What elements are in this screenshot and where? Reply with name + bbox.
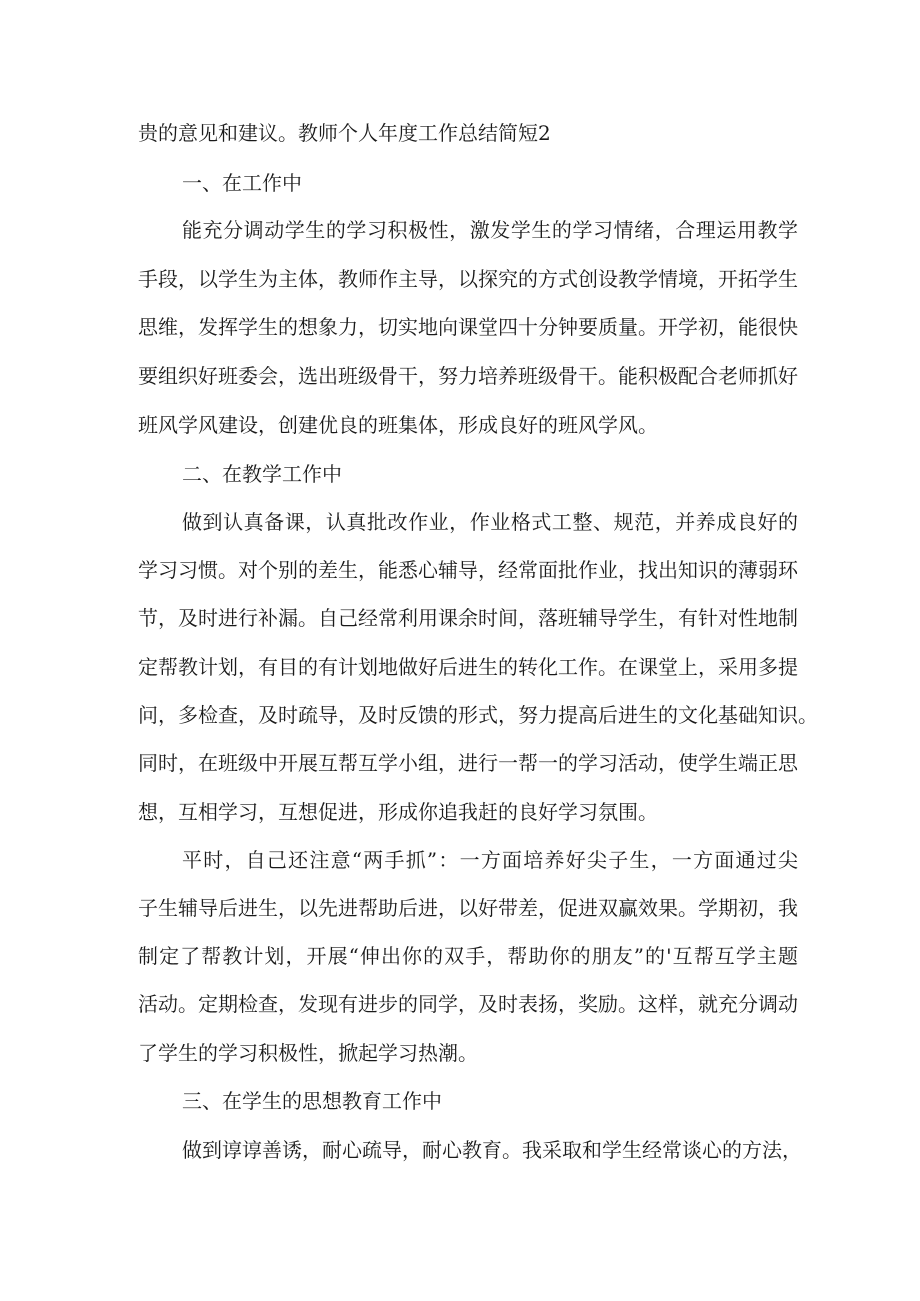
text-line: 思维，发挥学生的想象力，切实地向课堂四十分钟要质量。开学初，能很快	[138, 315, 798, 339]
text-line: 手段，以学生为主体，教师作主导，以探究的方式创设教学情境，开拓学生	[138, 267, 798, 291]
text-line: 了学生的学习积极性，掀起学习热潮。	[138, 1041, 478, 1065]
section-heading: 三、在学生的思想教育工作中	[182, 1089, 442, 1113]
text-line: 要组织好班委会，选出班级骨干，努力培养班级骨干。能积极配合老师抓好	[138, 364, 798, 388]
text-line: 节，及时进行补漏。自己经常利用课余时间，落班辅导学生，有针对性地制	[138, 606, 798, 630]
text-line: 做到认真备课，认真批改作业，作业格式工整、规范，并养成良好的	[182, 510, 798, 534]
section-heading: 一、在工作中	[182, 171, 302, 195]
text-line: 制定了帮教计划，开展“伸出你的双手，帮助你的朋友”的'互帮互学主题	[138, 944, 798, 968]
text-line: 想，互相学习，互想促进，形成你追我赶的良好学习氛围。	[138, 800, 658, 824]
text-line: 平时，自己还注意“两手抓”：一方面培养好尖子生，一方面通过尖	[182, 848, 798, 872]
section-heading: 二、在教学工作中	[182, 462, 342, 486]
text-line: 能充分调动学生的学习积极性，激发学生的学习情绪，合理运用教学	[182, 218, 798, 242]
text-line: 定帮教计划，有目的有计划地做好后进生的转化工作。在课堂上，采用多提	[138, 655, 798, 679]
text-line: 学习习惯。对个别的差生，能悉心辅导，经常面批作业，找出知识的薄弱环	[138, 558, 798, 582]
text-line: 子生辅导后进生，以先进帮助后进，以好带差，促进双赢效果。学期初，我	[138, 896, 798, 920]
text-line: 同时，在班级中开展互帮互学小组，进行一帮一的学习活动，使学生端正思	[138, 751, 798, 775]
text-line: 问，多检查，及时疏导，及时反馈的形式，努力提高后进生的文化基础知识。	[138, 703, 818, 727]
text-line: 做到谆谆善诱，耐心疏导，耐心教育。我采取和学生经常谈心的方法，	[182, 1138, 802, 1162]
text-line: 活动。定期检查，发现有进步的同学，及时表扬，奖励。这样，就充分调动	[138, 992, 798, 1016]
text-line: 班风学风建设，创建优良的班集体，形成良好的班风学风。	[138, 413, 658, 437]
text-line: 贵的意见和建议。教师个人年度工作总结简短2	[138, 121, 551, 145]
